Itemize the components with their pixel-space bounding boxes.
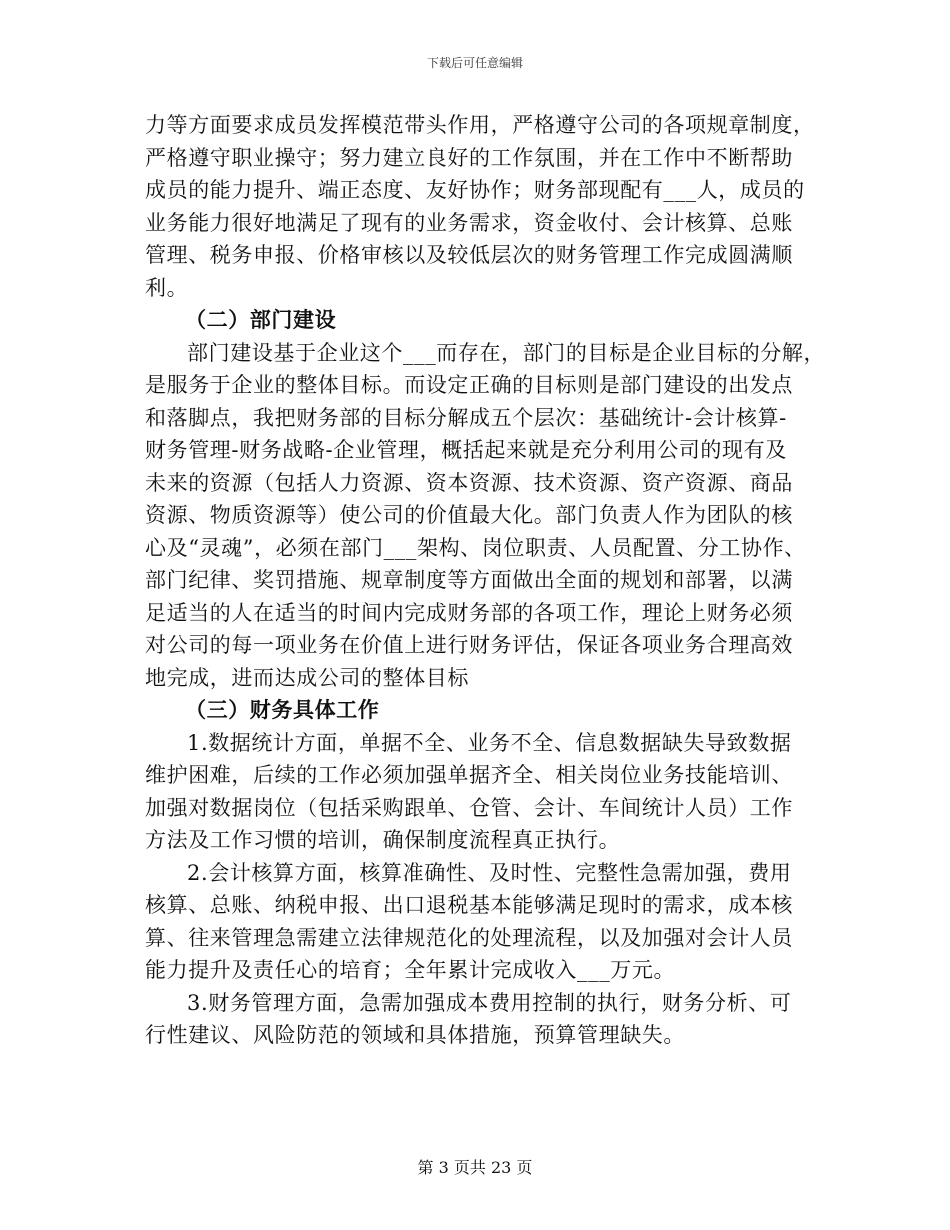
- body-line: 管理、税务申报、价格审核以及较低层次的财务管理工作完成圆满顺: [145, 243, 793, 267]
- body-line: 心及“灵魂”，必须在部门___架构、岗位职责、人员配置、分工协作、: [145, 535, 806, 560]
- body-line: 1.数据统计方面，单据不全、业务不全、信息数据缺失导致数据: [187, 730, 792, 755]
- body-line: 行性建议、风险防范的领域和具体措施，预算管理缺失。: [145, 1023, 685, 1047]
- body-line: 未来的资源（包括人力资源、资本资源、技术资源、资产资源、商品: [145, 470, 793, 495]
- body-line: 财务管理-财务战略-企业管理，概括起来就是充分利用公司的现有及: [145, 438, 787, 462]
- body-line: 2.会计核算方面，核算准确性、及时性、完整性急需加强，费用: [187, 860, 792, 885]
- body-line: 成员的能力提升、端正态度、友好协作；财务部现配有___人，成员的: [145, 178, 805, 202]
- section-heading-finance-work: （三）财务具体工作: [185, 697, 380, 722]
- body-line: 力等方面要求成员发挥模范带头作用，严格遵守公司的各项规章制度，: [145, 113, 815, 137]
- body-line: 严格遵守职业操守；努力建立良好的工作氛围，并在工作中不断帮助: [145, 145, 793, 170]
- body-line: 维护困难，后续的工作必须加强单据齐全、相关岗位业务技能培训、: [145, 763, 793, 787]
- body-line: 足适当的人在适当的时间内完成财务部的各项工作，理论上财务必须: [145, 600, 793, 625]
- body-line: 算、往来管理急需建立法律规范化的处理流程，以及加强对会计人员: [145, 925, 793, 950]
- body-line: 资源、物质资源等）使公司的价值最大化。部门负责人作为团队的核: [145, 503, 793, 527]
- page-number: 第 3 页共 23 页: [417, 1158, 533, 1177]
- body-line: 对公司的每一项业务在价值上进行财务评估，保证各项业务合理高效: [145, 633, 793, 657]
- section-heading-department-building: （二）部门建设: [185, 307, 337, 332]
- body-line: 加强对数据岗位（包括采购跟单、仓管、会计、车间统计人员）工作: [145, 795, 793, 820]
- body-line: 是服务于企业的整体目标。而设定正确的目标则是部门建设的出发点: [145, 373, 793, 397]
- page-header: 下载后可任意编辑: [426, 56, 523, 70]
- body-line: 方法及工作习惯的培训，确保制度流程真正执行。: [145, 828, 621, 852]
- body-line: 地完成，进而达成公司的整体目标: [145, 665, 469, 690]
- document-body: [145, 109, 826, 1052]
- body-line: 核算、总账、纳税申报、出口退税基本能够满足现时的需求，成本核: [145, 893, 793, 917]
- body-line: 部门建设基于企业这个___而存在，部门的目标是企业目标的分解，: [187, 340, 826, 365]
- body-line: 业务能力很好地满足了现有的业务需求，资金收付、会计核算、总账: [145, 210, 793, 235]
- body-line: 和落脚点，我把财务部的目标分解成五个层次：基础统计-会计核算-: [145, 405, 787, 430]
- body-line: 3.财务管理方面，急需加强成本费用控制的执行，财务分析、可: [187, 990, 792, 1015]
- body-line: 利。: [145, 275, 189, 300]
- body-line: 能力提升及责任心的培育；全年累计完成收入___万元。: [145, 958, 676, 982]
- body-line: 部门纪律、奖罚措施、规章制度等方面做出全面的规划和部署，以满: [145, 568, 793, 592]
